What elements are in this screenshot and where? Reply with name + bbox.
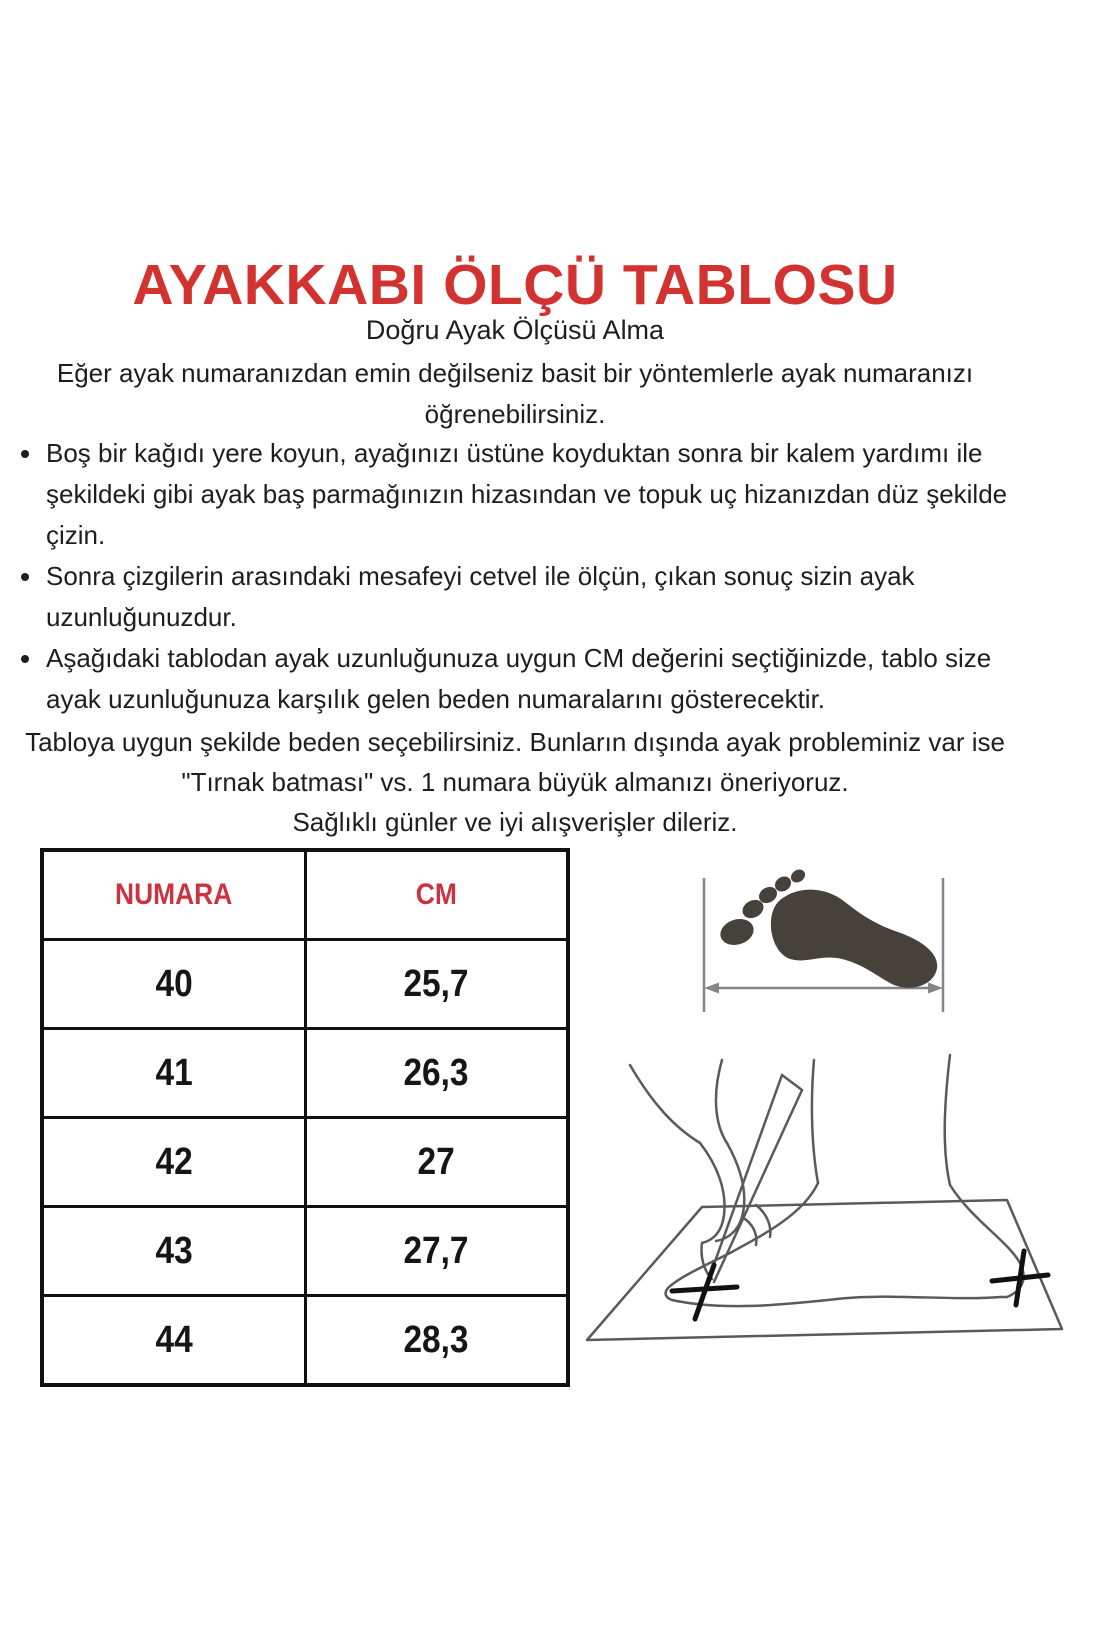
instruction-item-draw: • Boş bir kağıdı yere koyun, ayağınızı üstüne koyduktan sonra bir kalem yardımı ile şekildeki gibi ayak baş parmağınızın hizasından ve topuk uç hizanızdan düz şekilde çizin. [44, 433, 1012, 556]
table-row [42, 1207, 568, 1296]
table-row [42, 1118, 568, 1207]
instruction-item-measure: • Sonra çizgilerin arasındaki mesafeyi cetvel ile ölçün, çıkan sonuç sizin ayak uzunluğunuzdur. [44, 556, 1012, 638]
foot-tracing-illustration [552, 1035, 1097, 1365]
page-subtitle: Doğru Ayak Ölçüsü Alma [365, 315, 665, 345]
hand-with-pencil [630, 1060, 802, 1282]
size-cell: 40 [42, 940, 305, 1029]
cm-cell: 25,7 [305, 940, 568, 1029]
pencil-marks [672, 1251, 1048, 1319]
instruction-item-lookup: • Aşağıdaki tablodan ayak uzunluğunuza uygun CM değerini seçtiğinizde, tablo size ayak uzunluğunuza karşılık gelen beden numaralarını gösterecektir. [44, 638, 1012, 720]
intro-line: Eğer ayak numaranızdan emin değilseniz basit bir yöntemlerle ayak numaranızı [56, 358, 974, 388]
paper-sheet [587, 1200, 1062, 1340]
table-row [42, 940, 568, 1029]
table-row [42, 1029, 568, 1118]
closing-line: "Tırnak batması" vs. 1 numara büyük almanızı öneriyoruz. [181, 767, 849, 797]
cm-cell: 27,7 [305, 1207, 568, 1296]
footprint-icon [717, 867, 937, 988]
intro-text [10, 353, 1020, 435]
intro-line: öğrenebilirsiniz. [424, 399, 606, 429]
size-table-header-numara: NUMARA [42, 850, 305, 940]
size-table-header-cm: CM [305, 850, 568, 940]
instruction-list [20, 433, 1012, 720]
closing-line: Sağlıklı günler ve iyi alışverişler dileriz. [292, 807, 738, 837]
foot-length-measurement-icon [690, 866, 970, 1016]
size-cell: 42 [42, 1118, 305, 1207]
size-cell: 43 [42, 1207, 305, 1296]
cm-cell: 27 [305, 1118, 568, 1207]
size-cell: 44 [42, 1296, 305, 1386]
closing-line: Tabloya uygun şekilde beden seçebilirsiniz. Bunların dışında ayak probleminiz var ise [25, 727, 1005, 757]
size-table-header-row [42, 850, 568, 940]
page-title: AYAKKABI ÖLÇÜ TABLOSU [132, 253, 898, 317]
size-cell: 41 [42, 1029, 305, 1118]
table-row [42, 1296, 568, 1386]
size-table [40, 848, 570, 1387]
cm-cell: 28,3 [305, 1296, 568, 1386]
closing-text [10, 722, 1020, 842]
cm-cell: 26,3 [305, 1029, 568, 1118]
